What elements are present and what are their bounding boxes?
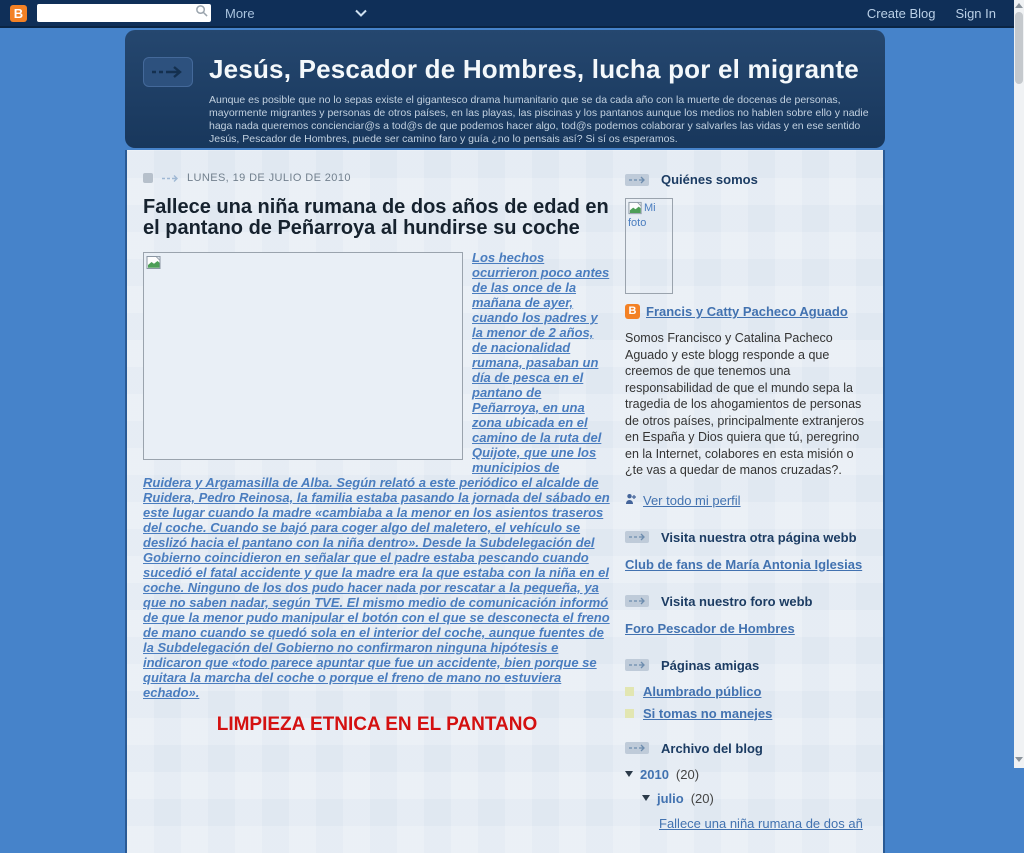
post-body-link[interactable]: Los hechos ocurrieron poco antes de las once de la mañana de ayer, cuando los padres y la menor de 2 años, de nacionalidad rumana, pasaban un día de pesca en el pantano de Peñarroya, en una zona ubicada en el camino de la ruta del Quijote, que une los municipios de Ruidera y Argamasilla de Alba. Según relató a este periódico el alcalde de Ruidera, Pedro Reinosa, la familia estaba pasando la jornada del sábado en este lugar cuando la madre «cambiaba a la menor en los asientos traseros del coche. Cuando se bajó para coger algo del maletero, el vehículo se deslizó hacia el pantano con la niña dentro». Desde la Subdelegación del Gobierno coincidieron en señalar que el padre estaba pescando cuando sucedió el fatal accidente y que la madre era la que estaba con la niña en el coche. Ninguno de los dos pudo hacer nada por rescatar a la pequeña, ya que no saben nadar, según TVE. El mismo medio de comunicación informó de que la menor pudo manipular el botón con el que se desconecta el freno de mano cuando se quedó sola en el interior del coche, aunque fuentes de la Subdelegación del Gobierno no confirmaron ninguna hipótesis e indicaron que «todo parece apuntar que fue un accidente, bien porque se quitara la marcha del coche o porque el freno de mano no estuviera echado». (143, 250, 610, 700)
archive-year-link[interactable]: 2010 (640, 766, 669, 782)
arrows-icon (625, 595, 649, 607)
bullet-icon (625, 709, 634, 718)
arrows-icon (625, 531, 649, 543)
sign-in-link[interactable]: Sign In (955, 5, 996, 21)
archive-month-count: (20) (690, 790, 714, 806)
profile-bio: Somos Francisco y Catalina Pacheco Aguado y este blogg responde a que creemos de que tenemos una responsabilidad de que el mundo sepa la tragedia de los ahogamientos de personas de otros países, principalmente extranjeros en España y Dios quiera que tú, peregrino en la Internet, colabores en esta misión o ¿te vas a quedar de manos cruzadas?. (625, 331, 865, 477)
broken-image-icon (628, 201, 643, 216)
post-date-row (143, 172, 611, 184)
archive-month-link[interactable]: julio (657, 790, 684, 806)
arrows-icon (625, 742, 649, 754)
blogger-logo-icon[interactable]: B (10, 5, 27, 22)
friends-heading: Páginas amigas (661, 657, 760, 673)
photo-alt-text: Mi foto (628, 202, 656, 229)
forum-header (625, 594, 871, 609)
friend-link[interactable]: Alumbrado público (643, 683, 762, 699)
profile-name-link[interactable]: Francis y Catty Pacheco Aguado (646, 304, 848, 319)
archive-post-link[interactable]: Fallece una niña rumana de dos añ (659, 815, 863, 831)
arrows-icon (625, 174, 649, 186)
about-heading: Quiénes somos (661, 172, 758, 187)
blogger-navbar (0, 0, 1024, 28)
search-icon[interactable] (195, 4, 208, 22)
friends-header (625, 658, 871, 673)
arrows-icon (161, 174, 179, 183)
bullet-icon (625, 687, 634, 696)
navbar-right (867, 6, 996, 21)
archive-toggle-icon[interactable] (625, 771, 633, 777)
scroll-down-icon[interactable] (1015, 757, 1023, 762)
sidebar (625, 172, 871, 853)
other-page-header (625, 530, 871, 545)
other-page-heading: Visita nuestra otra página webb (661, 529, 857, 545)
forum-heading: Visita nuestro foro webb (661, 593, 813, 609)
list-item (625, 706, 871, 721)
post-title[interactable]: Fallece una niña rumana de dos años de edad en el pantano de Peñarroya al hundirse su coche (143, 196, 609, 239)
scrollbar-thumb[interactable] (1015, 12, 1023, 84)
about-section (625, 172, 871, 510)
archive-heading: Archivo del blog (661, 740, 763, 756)
blog-header (125, 30, 885, 148)
post-date: LUNES, 19 DE JULIO DE 2010 (187, 172, 351, 184)
content-area (125, 150, 885, 853)
dashed-arrow-icon (143, 57, 193, 87)
friend-link[interactable]: Si tomas no manejes (643, 705, 773, 721)
profile-row (625, 304, 871, 319)
profile-photo-placeholder[interactable] (625, 198, 673, 294)
view-profile-link[interactable]: Ver todo mi perfil (643, 493, 741, 508)
archive-toggle-icon[interactable] (642, 795, 650, 801)
list-item (625, 684, 871, 699)
archive-year-count: (20) (675, 766, 700, 782)
navbar-search-box[interactable] (37, 4, 211, 22)
about-header (625, 172, 871, 187)
post-image-placeholder[interactable] (143, 252, 463, 460)
page-wrapper (125, 30, 885, 831)
post-body (143, 250, 611, 735)
blog-description: Aunque es posible que no lo sepas existe el gigantesco drama humanitario que se da cada año con la muerte de docenas de personas, mayormente migrantes y personas de otros países, en las playas, las piscinas y los pantanos aunque los medios no hablen sobre ello y nadie haga nada queremos concienciar@s a tod@s de que podemos hacer algo, tod@s podemos colaborar y salvarles las vidas y en ese sentido Jesús, Pescador de Hombres, puede ser camino faro y guía ¿no lo pensais así? Si sí os esperamos. (209, 94, 869, 145)
search-input[interactable] (42, 5, 195, 21)
other-page-link[interactable]: Club de fans de María Antonia Iglesias (625, 556, 863, 572)
other-page-section (625, 530, 871, 574)
archive-header (625, 741, 871, 756)
bullet-square-icon (143, 173, 153, 183)
forum-link[interactable]: Foro Pescador de Hombres (625, 620, 795, 636)
main-column (143, 172, 611, 853)
arrows-icon (625, 659, 649, 671)
friends-section (625, 658, 871, 721)
view-profile-row (625, 492, 871, 510)
broken-image-icon (146, 255, 162, 271)
archive-year-row (625, 767, 871, 782)
blog-title[interactable]: Jesús, Pescador de Hombres, lucha por el migrante (209, 54, 859, 84)
scroll-up-icon[interactable] (1015, 3, 1023, 8)
create-blog-link[interactable]: Create Blog (866, 5, 936, 21)
blogger-b-icon: B (625, 304, 640, 319)
more-menu[interactable]: More (225, 5, 255, 21)
scrollbar[interactable] (1014, 0, 1024, 768)
red-heading: LIMPIEZA ETNICA EN EL PANTANO (216, 714, 538, 735)
person-icon (625, 492, 637, 510)
forum-section (625, 594, 871, 638)
chevron-down-icon[interactable] (355, 9, 367, 17)
archive-section (625, 741, 871, 833)
archive-month-row (642, 791, 871, 806)
